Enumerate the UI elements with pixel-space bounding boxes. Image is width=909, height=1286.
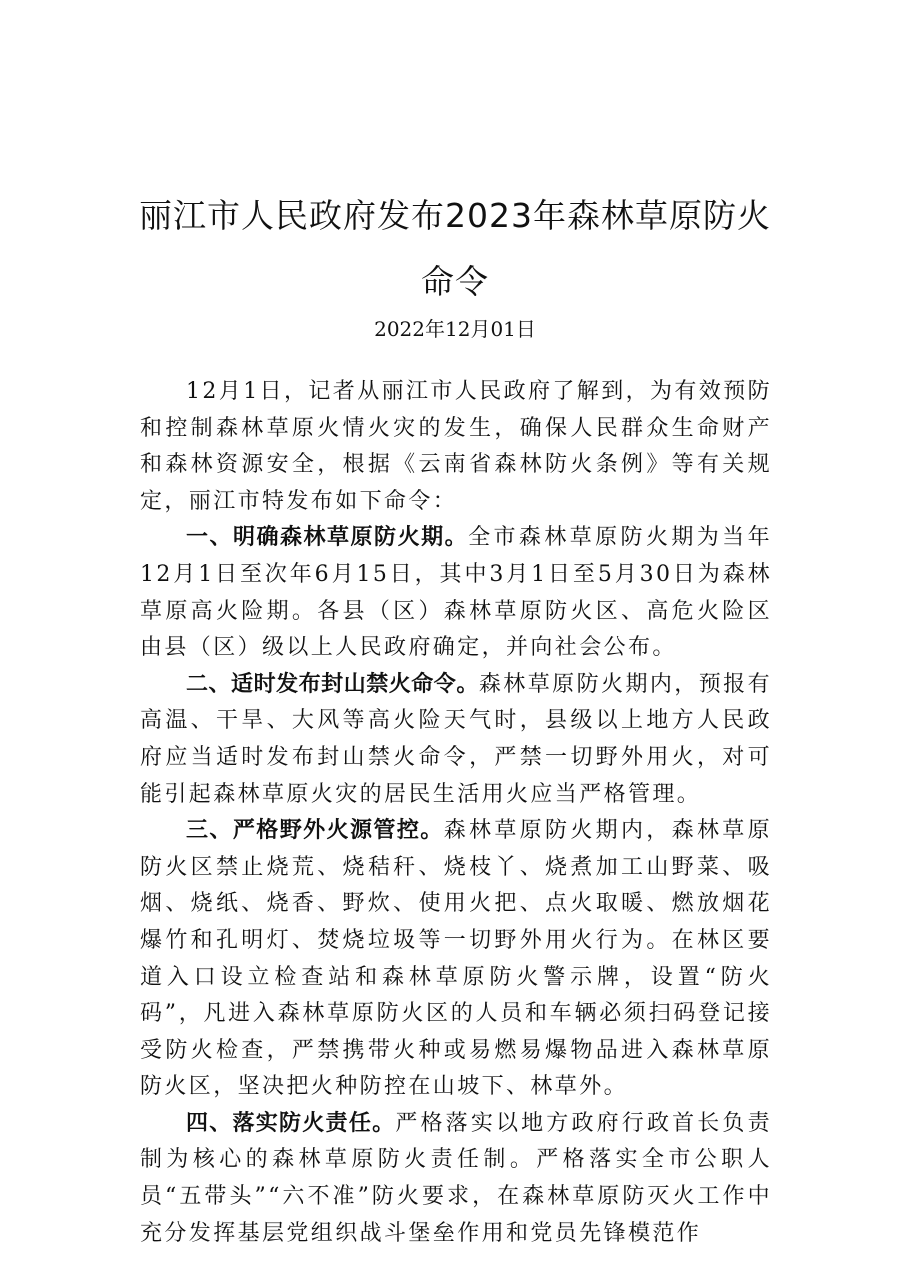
section-heading-3: 三、严格野外火源管控。: [186, 818, 444, 844]
section-text-1: 全市森林草原防火期为当年12月1日至次年6月15日，其中3月1日至5月30日为森林草原高火险期。各县（区）森林草原防火区、高危火险区由县（区）级以上人民政府确定，并向社会公布。: [140, 525, 772, 661]
intro-paragraph: 12月1日，记者从丽江市人民政府了解到，为有效预防和控制森林草原火情火灾的发生，确保人民群众生命财产和森林资源安全，根据《云南省森林防火条例》等有关规定，丽江市特发布如下命令：: [140, 379, 772, 514]
document-title-line-1: 丽江市人民政府发布2023年森林草原防火: [139, 196, 771, 235]
section-text-2: 森林草原防火期内，预报有高温、干旱、大风等高火险天气时，县级以上地方人民政府应当适时发布封山禁火命令，严禁一切野外用火，对可能引起森林草原火灾的居民生活用火应当严格管理。: [140, 671, 772, 807]
section-paragraph-2: [140, 667, 772, 813]
section-text-3: 森林草原防火期内，森林草原防火区禁止烧荒、烧秸秆、烧枝丫、烧煮加工山野菜、吸烟、烧纸、烧香、野炊、使用火把、点火取暖、燃放烟花爆竹和孔明灯、焚烧垃圾等一切野外用火行为。在林区要道入口设立检查站和森林草原防火警示牌，设置“防火码”，凡进入森林草原防火区的人员和车辆必须扫码登记接受防火检查，严禁携带火种或易燃易爆物品进入森林草原防火区，坚决把火种防控在山坡下、林草外。: [140, 818, 772, 1100]
publish-date: 2022年12月01日: [374, 317, 536, 341]
section-paragraph-1: [140, 520, 772, 666]
document-body: [140, 374, 772, 1252]
section-heading-4: 四、落实防火责任。: [186, 1110, 396, 1136]
section-paragraph-4: [140, 1106, 772, 1252]
section-paragraph-3: [140, 813, 772, 1106]
document-title-line-2: 命令: [421, 262, 489, 301]
section-heading-2: 二、适时发布封山禁火命令。: [186, 671, 479, 697]
section-text-4: 严格落实以地方政府行政首长负责制为核心的森林草原防火责任制。严格落实全市公职人员“五带头”“六不准”防火要求，在森林草原防灭火工作中充分发挥基层党组织战斗堡垒作用和党员先锋模范作: [140, 1110, 772, 1246]
section-heading-1: 一、明确森林草原防火期。: [186, 525, 469, 551]
